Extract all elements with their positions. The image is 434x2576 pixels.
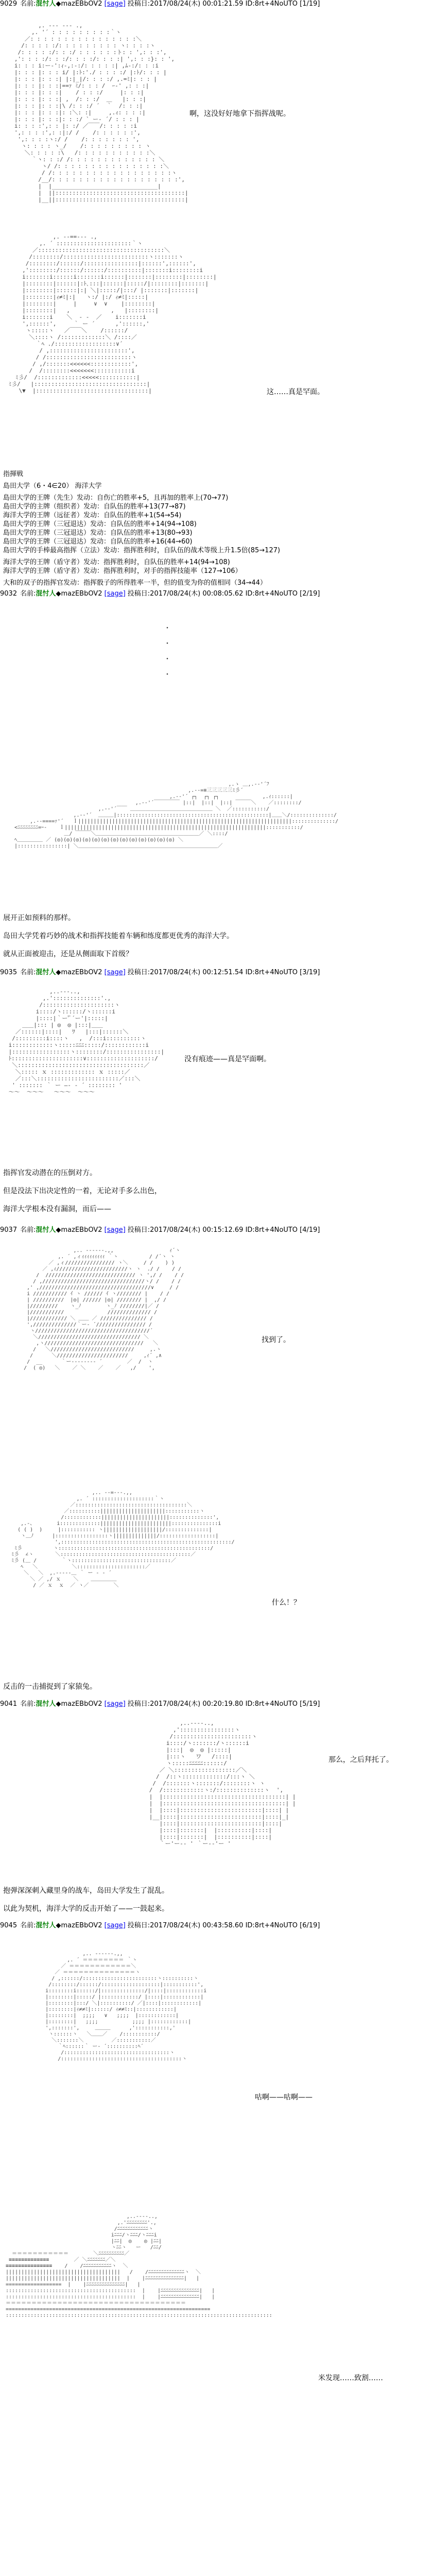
name-label: 名前:	[20, 1226, 36, 1234]
narration-line: 抱弹深深刺入藏里身的战车，岛田大学发生了混乱。	[3, 1887, 169, 1895]
name-label: 名前:	[20, 1922, 36, 1929]
narration-line: 反击的一击捕捉到了家猿兔。	[3, 1683, 97, 1691]
poster-name: 混忖人	[36, 969, 56, 976]
poster-name: 混忖人	[36, 1922, 56, 1929]
post-meta: 投稿日:2017/08/24(木) 00:15:12.69 ID:8rt+4NoUTO [4/19]	[127, 1226, 320, 1234]
dialog-line: 这……真是罕面。	[267, 388, 324, 396]
post-9041	[0, 1700, 434, 1709]
stats-matchup: 島田大学（6・4∈20） 海洋大学	[3, 482, 102, 490]
narration-line: 就从正面被迎击，还是从侧面取下首级？	[3, 950, 133, 958]
dialog-line: 没有痕迹——真是罕面啊。	[184, 1055, 271, 1063]
narration-line: 海洋大学根本没有漏洞，而后——	[3, 1205, 111, 1213]
post-header	[0, 1922, 434, 1931]
ascii-art-character-reading: ,. -‐‐ ‐-- ., ,. '´ : : : : : : : : :｀ヽ ／: : : : : : : : : : : : : : : :＼ /: : : : :/: : : : : : : : : ヽ: : : :ヽ /: : : : :/: : :/ : : : : : :ト: : ',: : :', ,': : : :/: : :/: : : :/: : : :| ',: : :}: : ', i: : : i:ー‐':ｨ-,:-:/: : : : :| ,ﾑ-:/: : :i |: : : |: : : i/ |:ﾄ:'./ : : : :/ |:ﾄ/: : : | |: : : |: : :| |:|_|/: : : :/ ,.=ﾐ|: : : | |: : : |: : :|==ｧ ﾐ/: : : / ｰ‐' ,: : :| |: : : |: : :| / : : :/ |: : :| |: : : |: : :| , /: : :/ ＿ |: : :| |: : : |: : :|\ /: : :/ ´ ｀ /: : :| |: : : |: : :|: :＼: :| ,.ｨ: : : :| |: : : |: : :|: : :/ ` ー‐ ´/ : : : | i: : : :',: : |: :/ ／￣￣/: : : : :i ',: : : :',: :|:/ / /: : : : : :', ',: : : :ヽ:/ / /: : : : : : : ', ヽ: : : : ヽ_/ /: : : : : : : : : ヽ ＼: : : : :\ /: : : : : : : : : : :＼ ｀ヽ: : :/ /: : : : : : : : : : : : : ＼ ヽ/ /: : : : : : : : : : : : : : : :＼ / /: : : : : : : : : : : : : : : : : :ヽ /__/: : : : : : : : : : : : : : : : : : :', | |_______________________________| | ||::::::::::::::::::::::::::::::::::::::| |__||::::::::::::::::::::::::::::::::::::::|	[14, 22, 188, 203]
stats-line: 島田大学的王牌（三冠退达）发动：自队伍的胜率+16(44→60)	[3, 538, 193, 546]
dialog-line: 那么，之后拜托了。	[328, 1756, 393, 1764]
dialog-line: 什么！？	[272, 1599, 301, 1607]
stats-line: 島田大学的手棒最高指挥（立法）发动：指挥胜利时，自队伍的战术等级上升1.5倍(85→127)	[3, 547, 281, 554]
post-number[interactable]: 9029	[0, 0, 18, 8]
dialog-line: 咕啊——咕啊——	[255, 2093, 313, 2102]
ascii-art-character-commander: ,..-‐-.., ,.'::::::::::::::'., /:::::::::::::::::::::ヽ i::::/ヽ::::::/ヽ::::::i |::::|｀ー'ﾞ´ー'|:::::| ＿＿|::: | ◎ ◎ |:::|＿＿ ／::::::|::::| ﾜ |:::|::::::＼ /:::::::::i::::ヽ , /:::i::::::::::ヽ i::::::::::::ヽ:::::ﾆﾆﾆ:::::/::::::::::::i |:::::::::::::::::ヽ::::::::/::::::::::::::::| ﾄ:::::::::::::::::::::∨::::::::::::::::::::/ ＼:::::::::::::::::::::::::::::::::::::／ ＼::::: ｘ ::::::::::::: ｘ :::::／ ／:::＼::::::::::::::::::::::::／:::＼ ' ::::::: ｀ ー ―‐ ‐ ´ :::::::: ' ～～ ～～～ ～～～ ～～～	[8, 988, 165, 1095]
poster-trip: ◆mazEBbOV2	[56, 969, 102, 976]
post-number[interactable]: 9032	[0, 590, 18, 598]
post-9037	[0, 1226, 434, 1235]
post-header	[0, 969, 434, 978]
dialog-line: 啊，这没好好地拿下指挥战呢。	[189, 110, 290, 118]
poster-trip: ◆mazEBbOV2	[56, 590, 102, 598]
ascii-art-character-crying: ,.. -‐‐‐--.,, ,. ´ ＝＝＝＝＝＝＝＝ ｀ヽ ／ ＝＝＝＝＝＝＝＝＝＝＝＝＼ ／ ＝＝＝＝＝＝＝＝＝＝＝＝＝＝ヽ / ,::::::/::::::::::::::::::::::::ヽ::::::::::ヽ /::::::::/::::::/:::::::::::::::::::|:::::::::::', i::::::::i::::::/|::::::::::::::/|::::|::::::::::::i |::::::::|:::::/ |::::::::::::/ |::::|::::::::::::| |::::::::|:::/ ＼|::::::::::/ ／|::::|::::::::::::| |::::::::|ｨ≠≠ﾐ|::::::/ ｨ≠≠ﾐ::|::::::::::::| |::::::::| ;;;; ∨ ;;;; |::::::::::::| |::::::::| ;;;; ;;;; |::::::::::::| ',:::::::', ＿＿＿ ,':::::::::::,' ヽ::::::ヽ ＼＿＿／ /:::::::::::/ ＼:::::::＼ ／:::::::::::／ ｀ﾍ::::::｀ ー‐ ´::::::::::ﾍ´ /::::::::::::::::::::::::::::::::::ヽ /:::::::::::::::::::::::::::::::::::::::ヽ	[45, 1951, 207, 2062]
sage-link[interactable]: [sage]	[104, 590, 126, 598]
stats-line: 海洋大学的王牌（盾守者）发动：指挥胜利时，对手的指挥技能率（127→106）	[3, 567, 242, 575]
narration-line: 指挥官发动潜在的压倒对方。	[3, 1169, 97, 1177]
name-label: 名前:	[20, 1700, 36, 1708]
stats-line: 島田大学的主牌（组织者）发动：自队伍的胜率+13(77→87)	[3, 503, 186, 511]
ascii-art-wreckage: ,..-‐‐-.., ,.'ﾆﾆﾆﾆﾆﾆﾆﾆ'., /ﾆﾆﾆﾆﾆﾆﾆﾆﾆﾆﾆﾆヽ iﾆﾆﾆ/ヽﾆﾆﾆ/ヽﾆﾆﾆi |ﾆﾆ| ◎ ◎ |ﾆﾆ| ヽﾆﾆヽ ー /ﾆﾆ/ ＝＝＝＝＝＝＝＝＝＝＝ ＼ﾆﾆﾆﾆﾆﾆﾆﾆﾆﾆ／ ≡≡≡≡≡≡≡≡≡≡≡≡≡ ／ ＼ﾆﾆﾆﾆﾆﾆﾆ／＼ ≡≡≡≡≡≡≡≡≡≡≡≡≡≡≡ / /ﾆﾆﾆﾆﾆﾆﾆﾆﾆﾆﾆヽ ＼ ||||||||||||||||||||||||||||||||||||| / /ﾆﾆﾆﾆﾆﾆﾆﾆﾆﾆﾆﾆﾆﾆヽ ＼ ||||||||||||||||||||||||||||||||||||| | |ﾆﾆﾆﾆﾆﾆﾆﾆﾆﾆﾆﾆﾆﾆﾆ| | ================== | |ﾆﾆﾆﾆﾆﾆﾆﾆﾆﾆﾆﾆﾆﾆﾆ| | :::::::::::::::::::::::::::::::::::::::::: | |ﾆﾆﾆﾆﾆﾆﾆﾆﾆﾆﾆﾆﾆﾆﾆ| | :::::::::::::::::::::::::::::::::::::::::: | |ﾆﾆﾆﾆﾆﾆﾆﾆﾆﾆﾆﾆﾆﾆﾆ| | ＝＝＝＝＝＝＝＝＝＝＝＝＝＝＝＝＝＝＝＝＝＝＝＝＝＝＝＝＝＝＝＝＝＝＝ ================================================================== ::::::::::::::::::::::::::::::::::::::::::::::::::::::::::::::::::::::::::::::::::::::	[6, 2214, 272, 2318]
narration-line: 以此为契机，海洋大学的反击开始了——一鼓起来。	[3, 1905, 169, 1913]
post-9035	[0, 969, 434, 978]
post-meta: 投稿日:2017/08/24(木) 00:01:21.59 ID:8rt+4NoUTO [1/19]	[127, 0, 320, 8]
stats-line: 島田大学的王牌（先生）发动：自伤亡的胜率+5，且再加的胜率上(70→77)	[3, 494, 229, 502]
stats-line: 島田大学的王牌（三冠退达）发动：自队伍的胜率+13(80→93)	[3, 529, 193, 537]
sage-link[interactable]: [sage]	[104, 1700, 126, 1708]
post-header	[0, 1226, 434, 1235]
post-number[interactable]: 9045	[0, 1922, 18, 1929]
narration-line: 展开正如预料的那样。	[3, 914, 75, 922]
post-header	[0, 0, 434, 9]
poster-trip: ◆mazEBbOV2	[56, 1226, 102, 1234]
post-9032	[0, 590, 434, 599]
name-label: 名前:	[20, 969, 36, 976]
poster-name: 混忖人	[36, 1700, 56, 1708]
sage-link[interactable]: [sage]	[104, 969, 126, 976]
post-number[interactable]: 9041	[0, 1700, 18, 1708]
post-number[interactable]: 9037	[0, 1226, 18, 1234]
stats-line: 大和的双子的指挥官发动：指挥骰子的所得胜率一半，但的值变为你的值相同（34→44）	[3, 579, 267, 587]
post-9045	[0, 1922, 434, 1931]
dialog-line: 米发现……致割……	[318, 2374, 383, 2382]
dialog-line: 找到了。	[262, 1336, 290, 1344]
poster-name: 混忖人	[36, 1226, 56, 1234]
poster-trip: ◆mazEBbOV2	[56, 0, 102, 8]
stats-line: 海洋大学的王牌（远征者）发动：自队伍的胜率+1(54→54)	[3, 512, 182, 519]
ascii-art-character-found: ,.. -‐‐‐--.,, ｨ´ヽ ,. ´ ,ィｨｨｨｨｨｨｨｨｨ ｀ヽ / /´ヽ ヽ ／ ,ィ//////////////// ヽ＼ / / ) ) ／ ,ｨ///////////////////////ヽ ヽ ./ / / / / ///////////////////////////// ヽ ',/ / / / / ,/////////////////////////////////ヽ/ / / / ,' ,////////////////////////////////////∨ / / i /////////// ｲ ヽ ////// ｲ ヽ//////// | / / | ////////// |◎| ////// |◎| //////// | ,/ / |///////// ヽ_ﾉ ヽ_ﾉ ////////|／ / |/////////// ////////////// / |//////////// ＼ ＿＿ ／ /////////////// / ',//////////////｀ー‐ ´//////////////// / ヽ/////////////////////////////////////´ ＼///////////////////////////////// ＼ ,ヽ//////////////////////////////// ＼ / ＼/////////////////////////// ,.ヽ / ＼/////////////////////// ,ｨ´ ,∧ / __ ｀ー‐‐‐‐‐‐‐‐ ´ ／ / ヽ / ( ◎) ＼ ／ ＼ ／ ／ ,/ ',	[24, 1248, 184, 1371]
sage-link[interactable]: [sage]	[104, 1922, 126, 1929]
poster-name: 混忖人	[36, 0, 56, 8]
ascii-art-character-smiling: ,. -‐==‐-- ., ,. ´ ::::::::::::::::::::::｀ヽ ／:::::::::::::::::::::::::::::::::::::＼ /::::::::/:::::::::::::::::::::::::ヽ:::::::ヽ /::::::::/::::::/::::::::::::::::|::::::',::::::', ,'::::::::/::::::/::::::/::::::::::|:::::::i::::::::i i:::::::i::::::i:::::::i::::::|:::::::|::::::::|::::::::| |::::::::|::::::|:ﾄ､:::|::::::|:::::/|::::::::|:::::::| |::::::::|::::::|:| ＼|:::::/|:::/ |:::::::|:::::::| |::::::::|ｨ≠ﾐ|:| ヽ:/ |:/ ｨ≠ﾐ|:::::| |::::::::| | ∨ ∨ |::::::::| |::::::::| , , |::::::::| i:::::::i ＼ ‐ ‐ ／ i:::::::i ',::::::', ｀ ー ´ ,'::::::,' ヽ:::::ヽ ／￣￣＼ /::::::/ ＼::::ヽ /:::::::::::::＼ /::::／ ｀ﾍ ./::::::::::::::::::∨´ / ,:::::::::::::::::::::::', / /:::::::::::::::::::::::::ヽ / ,/:::::::<<<<<<::::::::::::', / /::::::::<<<<<<<:::::::::::i ﾐ彡/ /:::::::::::::<<<<<:::::::::::| ﾐ彡/ |:::::::::::::::::::::::::::::::::| \▼ |:::::::::::::::::::::::::::::::::|	[8, 233, 217, 394]
post-meta: 投稿日:2017/08/24(木) 00:12:51.54 ID:8rt+4NoUTO [3/19]	[127, 969, 320, 976]
post-meta: 投稿日:2017/08/24(木) 00:08:05.62 ID:8rt+4NoUTO [2/19]	[127, 590, 320, 598]
post-header	[0, 1700, 434, 1709]
post-number[interactable]: 9035	[0, 969, 18, 976]
stats-title: 指揮戦	[3, 470, 24, 478]
poster-name: 混忖人	[36, 590, 56, 598]
post-9029	[0, 0, 434, 9]
ascii-art-character-shocked: ,.. -‐=‐--.,, ,. ´ ::::::::::::::::::::｀ヽ ／::::::::::::::::::::::::::::::::::::＼ ／::::::::::|||||||||||||||||||||:::::::::::ヽ /::::::::::::||||||||||||||||||||||::::::::::::::', ,.-、 i:::::::::::::|||||||||||||||||||||||:::::::::::::::i ( ( ) ) |::::::::::: ヽ|||||||||||||||||||/::::::::::::::| ヽ＿ﾉ |:::::::::::::::::ヽ||||||||||||||/::::::::::::::::::| ',:::::::::::::::::::::::::::::::::::::::::::::::::::::::/ ﾐ彡 ヽ:::::::::::::::::::::::::::::::::::::::::::::::::/ ﾐ彡 ∠ヽ ＼::::::::::::::::::::::::::::::::::::::::::／ ﾐ彡 (＿ / ｀ヽ::::::::::::::::::::::::::::::::／ ﾍ ＼ ＼::::::::::::::::::::::／ ＼ ＼ ,.-‐‐‐-＿ ｀ ー ‐ ‐ ´ ＼ ／ ,/ ｘ ＼ ＿＿＿＿＿ / ／ ｘ ｘ ／ ヽ／ ＼	[11, 1490, 235, 1588]
ascii-art-tank-battle: ,.ゝ ＿,.-‐'´ﾌ ,.-‐=≡三三三三三ﾐ彡´ ,.-‐'´ ┌┐ ┌┐ ┌┐ ,.ｨ::::::| ,.-‐'´￣￣￣￣￣ |::| |::| |::| ￣￣￣＼ ／::::::::/ ,.-‐'´￣￣ ＿＿＿＿＿＿＿＿＿＿＿＿＿＿＿＿ ＼ ／:::::::::::/ ,.-‐'´ ＿＿＿|:::::::::::::::::::::::::::::::::::::::::::::::::|＿＿＼/::::::::::::::/ ,.-‐====ｧ'´ ｌ|||||||||||||||||||||||||||||||||||||||||||||||||||||||||||||||||||||::::::::::::::/ <ﾆﾆﾆﾆﾆﾆﾆﾆ=ｰ- ｌ|||||||||||||||||||||||||||||||||||||||||||||||||||||||||||||||||:::::::::::/ ＿/ ￣￣￣＼＿＿＿＿＿＿＿＿＿＿＿＿＿＿＿＿＿＿＿＿／ ＼::::/ ﾍ＿＿＿＿＿ ／ (◎)(◎)(◎)(◎)(◎)(◎)(◎)(◎)(◎)(◎)(◎)(◎)(◎) ＼ |::::::::::::::::| ＼＿＿＿＿＿＿＿＿＿＿＿＿＿＿＿＿＿＿＿＿＿＿＿＿＿＿＿／	[14, 782, 339, 849]
name-label: 名前:	[20, 590, 36, 598]
post-meta: 投稿日:2017/08/24(木) 00:20:19.80 ID:8rt+4NoUTO [5/19]	[127, 1700, 320, 1708]
sage-link[interactable]: [sage]	[104, 0, 126, 8]
stats-line: 海洋大学的王牌（盾守者）发动：指挥胜利时，自队伍的胜率+14(94→108)	[3, 558, 230, 566]
poster-trip: ◆mazEBbOV2	[56, 1922, 102, 1929]
battle-stats	[3, 470, 280, 587]
ascii-art-character-standing: ,..-‐‐-.., ,'::::::::::::::::ヽ /:::::::::::::::::::::::ヽ i::::/ヽ:::::::/ヽ::::::i |:::| ◎ ◎ |:::::| |:::ヽ ワ /::::| ヽ:::::ﾆﾆﾆﾆﾆ::::::/ ／ ＼::::::::::::::::::／＼ / /::ヽ:::::::::::::/:::ヽ ＼ / /:::::::ヽ:::::::/::::::::ヽ ヽ / /::::::::::::ヽ:/::::::::::::::ヽ ', | |::::::::::::::::::::::::::::::::::::| | | |::::::::::::::::::::::::::::::::::::| | | |::::|::::::::::::::::::::::::|::::| | |__|::::|::::::::::::::::::::::::|::::|_| |::::|::::::::::::::::::::::::|::::| |::::|:::::::| |::::::::::|::::| |::::|:::::::| |::::::::::|::::| ｀ー'ー‐‐ ' ｀ー‐‐'ー '	[149, 1720, 296, 1847]
ellipsis-dots: ・ ・ ・ ・	[164, 624, 171, 679]
name-label: 名前:	[20, 0, 36, 8]
narration-line: 但是没法下出决定性的一着，无论对手多么出色，	[3, 1187, 162, 1195]
sage-link[interactable]: [sage]	[104, 1226, 126, 1234]
post-header	[0, 590, 434, 599]
narration-line: 岛田大学凭着巧妙的战术和指挥技能着车辆和练度都更优秀的海洋大学。	[3, 932, 234, 940]
stats-line: 島田大学的王牌（三冠退达）发动：自队伍的胜率+14(94→108)	[3, 520, 197, 528]
post-meta: 投稿日:2017/08/24(木) 00:43:58.60 ID:8rt+4NoUTO [6/19]	[127, 1922, 320, 1929]
poster-trip: ◆mazEBbOV2	[56, 1700, 102, 1708]
